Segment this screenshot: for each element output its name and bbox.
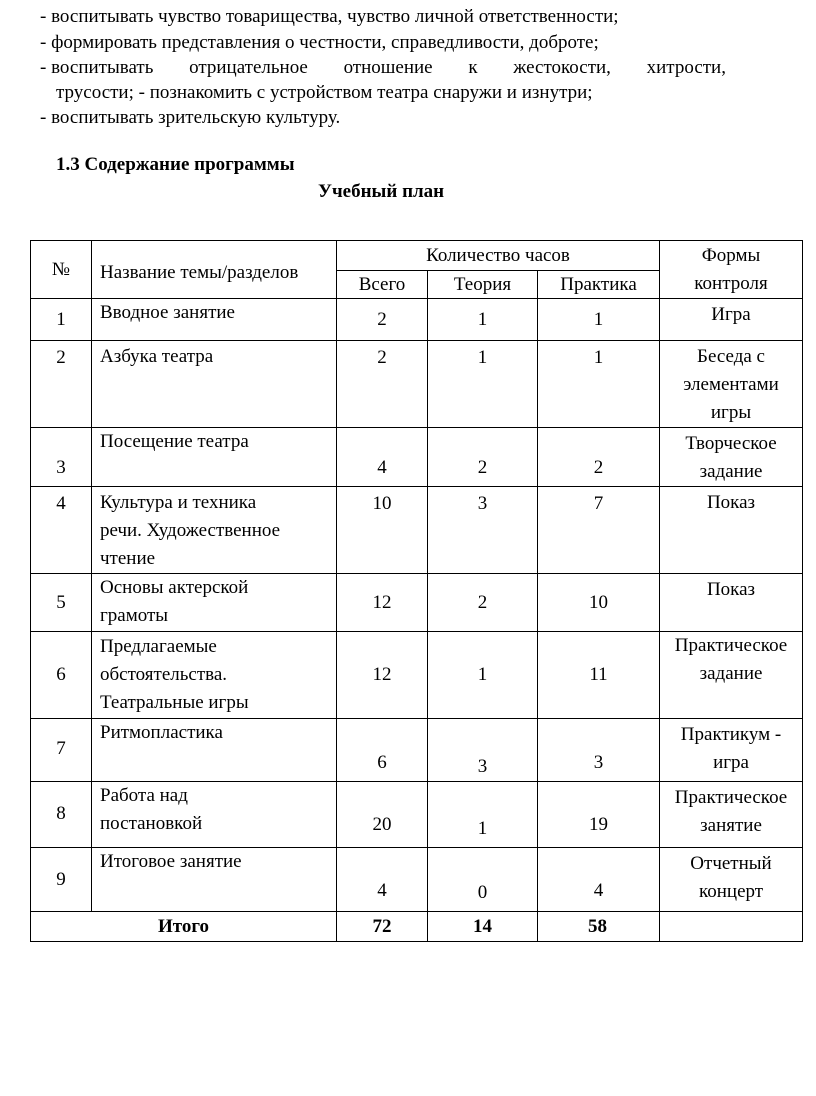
bullet-3-word: отрицательное (189, 57, 308, 78)
row-total: 20 (337, 782, 428, 848)
row-practice: 3 (538, 719, 660, 782)
header-control (660, 241, 803, 299)
row-form-line: занятие (700, 815, 762, 836)
row-form-line: игры (710, 402, 752, 423)
row-form-line: Игра (711, 304, 751, 325)
totals-label: Итого (31, 912, 337, 942)
curriculum-table (30, 240, 803, 942)
row-form (660, 487, 803, 574)
bullet-3-word: - воспитывать (40, 57, 154, 78)
table-row (31, 487, 803, 574)
row-name-line: Работа над (100, 785, 188, 806)
row-num: 7 (31, 719, 92, 782)
row-num: 9 (31, 848, 92, 912)
bullet-3-continuation: трусости; - познакомить с устройством театра снаружи и изнутри; (56, 82, 593, 103)
table-row (31, 848, 803, 912)
row-name (92, 487, 337, 574)
bullet-3 (40, 56, 726, 80)
header-num: № (31, 241, 92, 299)
row-form-line: игра (713, 752, 749, 773)
row-theory: 0 (428, 848, 538, 912)
row-form-line: Показ (706, 579, 756, 600)
row-form-line: задание (699, 663, 763, 684)
row-num: 1 (31, 299, 92, 341)
row-practice: 11 (538, 632, 660, 719)
row-name-line: постановкой (100, 813, 203, 834)
row-theory: 1 (428, 341, 538, 428)
row-practice: 19 (538, 782, 660, 848)
row-practice: 2 (538, 428, 660, 487)
row-total: 2 (337, 299, 428, 341)
row-name-line: чтение (100, 548, 156, 569)
totals-total: 72 (337, 912, 428, 942)
header-name: Название темы/разделов (92, 241, 337, 299)
table-header-row (31, 241, 803, 271)
row-form-line: задание (699, 461, 763, 482)
row-name-line: Театральные игры (100, 692, 249, 713)
row-total: 2 (337, 341, 428, 428)
row-num: 5 (31, 574, 92, 632)
bullet-1: - воспитывать чувство товарищества, чувство личной ответственности; (40, 6, 619, 27)
row-form-line: элементами (683, 374, 779, 395)
row-name-line: обстоятельства. (100, 664, 228, 685)
row-theory: 3 (428, 719, 538, 782)
row-name (92, 848, 337, 912)
row-name-line: Предлагаемые (100, 636, 217, 657)
row-theory: 3 (428, 487, 538, 574)
section-title: 1.3 Содержание программы (56, 154, 295, 175)
row-theory: 2 (428, 574, 538, 632)
row-form (660, 428, 803, 487)
row-form-line: концерт (698, 881, 764, 902)
table-row (31, 632, 803, 719)
row-form-line: Практическое (674, 635, 788, 656)
bullet-4: - воспитывать зрительскую культуру. (40, 107, 341, 128)
row-practice: 1 (538, 299, 660, 341)
row-total: 10 (337, 487, 428, 574)
row-form (660, 341, 803, 428)
row-theory: 1 (428, 632, 538, 719)
header-hours: Количество часов (337, 241, 660, 271)
row-num: 2 (31, 341, 92, 428)
totals-practice: 58 (538, 912, 660, 942)
table-row (31, 782, 803, 848)
row-num: 4 (31, 487, 92, 574)
header-practice: Практика (538, 271, 660, 299)
table-row (31, 299, 803, 341)
row-total: 12 (337, 632, 428, 719)
row-name (92, 574, 337, 632)
totals-row (31, 912, 803, 942)
header-total: Всего (337, 271, 428, 299)
row-form (660, 782, 803, 848)
row-total: 4 (337, 428, 428, 487)
row-practice: 1 (538, 341, 660, 428)
row-total: 12 (337, 574, 428, 632)
row-name (92, 719, 337, 782)
row-form-line: Беседа с (697, 346, 765, 367)
table-row (31, 719, 803, 782)
header-theory: Теория (428, 271, 538, 299)
bullet-3-word: хитрости, (646, 57, 726, 78)
row-form-line: Творческое (685, 433, 777, 454)
row-form (660, 299, 803, 341)
header-control-line: Формы (701, 244, 761, 266)
row-form (660, 848, 803, 912)
row-form (660, 719, 803, 782)
table-row (31, 428, 803, 487)
row-num: 8 (31, 782, 92, 848)
bullet-2: - формировать представления о честности, справедливости, доброте; (40, 32, 599, 53)
row-name-line: Ритмопластика (100, 722, 223, 743)
row-name (92, 782, 337, 848)
row-form-line: Отчетный (690, 853, 772, 874)
row-practice: 4 (538, 848, 660, 912)
row-theory: 2 (428, 428, 538, 487)
row-form-line: Практикум - (680, 724, 782, 745)
row-total: 6 (337, 719, 428, 782)
row-name-line: Посещение театра (100, 431, 249, 452)
row-form (660, 632, 803, 719)
header-control-line: контроля (694, 272, 768, 294)
row-num: 6 (31, 632, 92, 719)
row-total: 4 (337, 848, 428, 912)
table-row (31, 341, 803, 428)
row-name (92, 341, 337, 428)
row-name-line: Основы актерской (100, 577, 249, 598)
row-theory: 1 (428, 299, 538, 341)
row-name-line: грамоты (100, 605, 169, 626)
row-name (92, 299, 337, 341)
row-practice: 10 (538, 574, 660, 632)
row-form (660, 574, 803, 632)
row-num: 3 (31, 428, 92, 487)
row-form-line: Показ (706, 492, 756, 513)
bullet-3-word: отношение (343, 57, 433, 78)
totals-theory: 14 (428, 912, 538, 942)
bullet-3-word: к (468, 57, 478, 78)
totals-form-empty (660, 912, 803, 942)
row-name (92, 428, 337, 487)
bullet-3-word: жестокости, (513, 57, 611, 78)
row-form-line: Практическое (674, 787, 788, 808)
row-name-line: Вводное занятие (100, 302, 235, 323)
row-name-line: Культура и техника (100, 492, 257, 513)
table-row (31, 574, 803, 632)
row-name-line: Азбука театра (100, 346, 214, 367)
plan-title: Учебный план (318, 181, 445, 202)
row-practice: 7 (538, 487, 660, 574)
row-name-line: Итоговое занятие (100, 851, 242, 872)
row-name (92, 632, 337, 719)
row-theory: 1 (428, 782, 538, 848)
row-name-line: речи. Художественное (100, 520, 281, 541)
